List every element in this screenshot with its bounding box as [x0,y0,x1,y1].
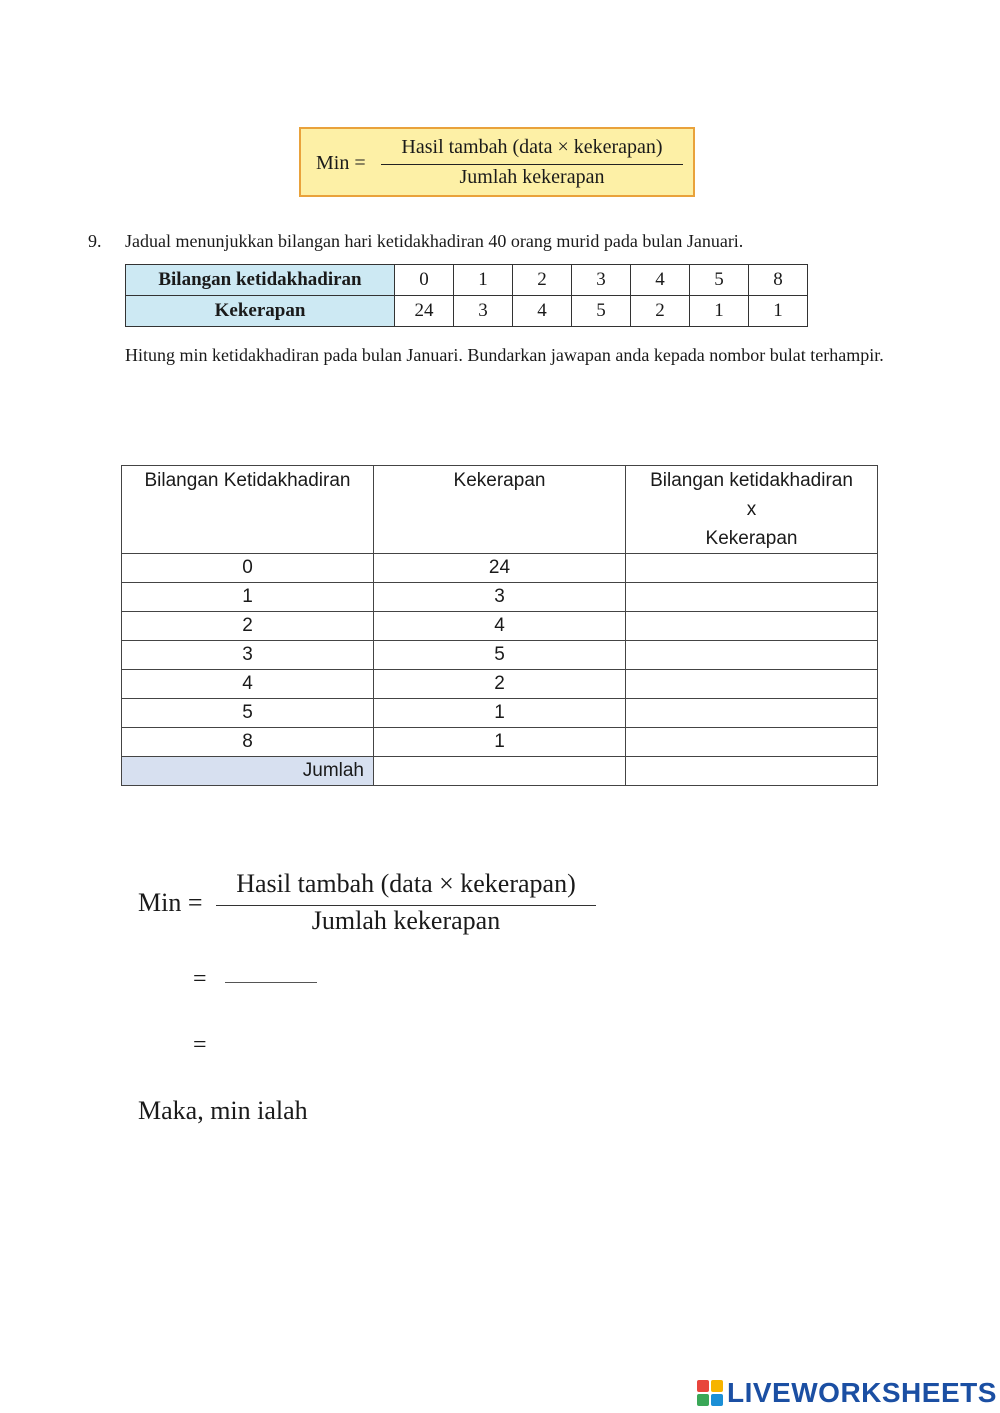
formula-denominator: Jumlah kekerapan [459,166,605,188]
working-lhs: Min = [138,888,203,917]
freq-cell: 4 [513,296,572,327]
absence-cell: 4 [122,670,374,699]
table-row [122,699,878,728]
total-label: Jumlah [122,757,374,786]
absence-cell: 3 [122,641,374,670]
total-product-answer-cell[interactable] [626,757,878,786]
total-frequency-answer-cell[interactable] [374,757,626,786]
freq-cell: 24 [395,296,454,327]
fraction-answer-blank[interactable] [225,982,317,983]
data-cell: 2 [513,265,572,296]
freq-cell: 2 [631,296,690,327]
working-denominator: Jumlah kekerapan [311,906,501,935]
table-row [122,612,878,641]
frequency-cell: 4 [374,612,626,641]
equals-sign-1: = [193,966,207,992]
frequency-cell: 24 [374,554,626,583]
instruction-text: Hitung min ketidakhadiran pada bulan Januari. Bundarkan jawapan anda kepada nombor bulat terhampir. [125,345,884,365]
formula-lhs: Min = [316,152,366,174]
formula-numerator: Hasil tambah (data × kekerapan) [401,136,663,158]
table-row [122,554,878,583]
data-cell: 0 [395,265,454,296]
liveworksheets-logo-icon [697,1380,723,1406]
equals-sign-2: = [193,1032,207,1058]
answer-table-header [122,466,878,554]
absence-cell: 8 [122,728,374,757]
data-cell: 8 [749,265,808,296]
row-label-freq: Kekerapan [126,296,395,327]
table-row [122,670,878,699]
frequency-cell: 2 [374,670,626,699]
product-answer-cell[interactable] [626,583,878,612]
table-row [122,728,878,757]
formula-box [299,127,695,197]
question-number: 9. [88,231,102,251]
data-cell: 5 [690,265,749,296]
product-answer-cell[interactable] [626,612,878,641]
product-answer-cell[interactable] [626,554,878,583]
working-numerator: Hasil tambah (data × kekerapan) [236,869,576,898]
absence-cell: 1 [122,583,374,612]
data-cell: 4 [631,265,690,296]
freq-cell: 3 [454,296,513,327]
product-answer-cell[interactable] [626,728,878,757]
product-answer-cell[interactable] [626,699,878,728]
total-row [122,757,878,786]
absence-cell: 5 [122,699,374,728]
product-answer-cell[interactable] [626,641,878,670]
header-product: Bilangan ketidakhadiran x Kekerapan [626,466,878,554]
frequency-cell: 1 [374,728,626,757]
frequency-cell: 1 [374,699,626,728]
question-table [125,264,808,327]
question-table-row-freq [126,296,808,327]
table-row [122,583,878,612]
frequency-cell: 3 [374,583,626,612]
formula-fraction-bar [381,164,683,165]
product-answer-cell[interactable] [626,670,878,699]
header-frequency: Kekerapan [374,466,626,554]
question-table-row-data [126,265,808,296]
watermark-text: LIVEWORKSHEETS [727,1377,997,1408]
question-text: Jadual menunjukkan bilangan hari ketidakhadiran 40 orang murid pada bulan Januari. [125,231,744,251]
absence-cell: 0 [122,554,374,583]
table-row [122,641,878,670]
data-cell: 1 [454,265,513,296]
header-absence: Bilangan Ketidakhadiran [122,466,374,554]
freq-cell: 5 [572,296,631,327]
answer-table [121,465,878,786]
absence-cell: 2 [122,612,374,641]
data-cell: 3 [572,265,631,296]
frequency-cell: 5 [374,641,626,670]
liveworksheets-watermark [697,1376,997,1410]
conclusion-text: Maka, min ialah [138,1096,308,1125]
freq-cell: 1 [749,296,808,327]
row-label-data: Bilangan ketidakhadiran [126,265,395,296]
freq-cell: 1 [690,296,749,327]
